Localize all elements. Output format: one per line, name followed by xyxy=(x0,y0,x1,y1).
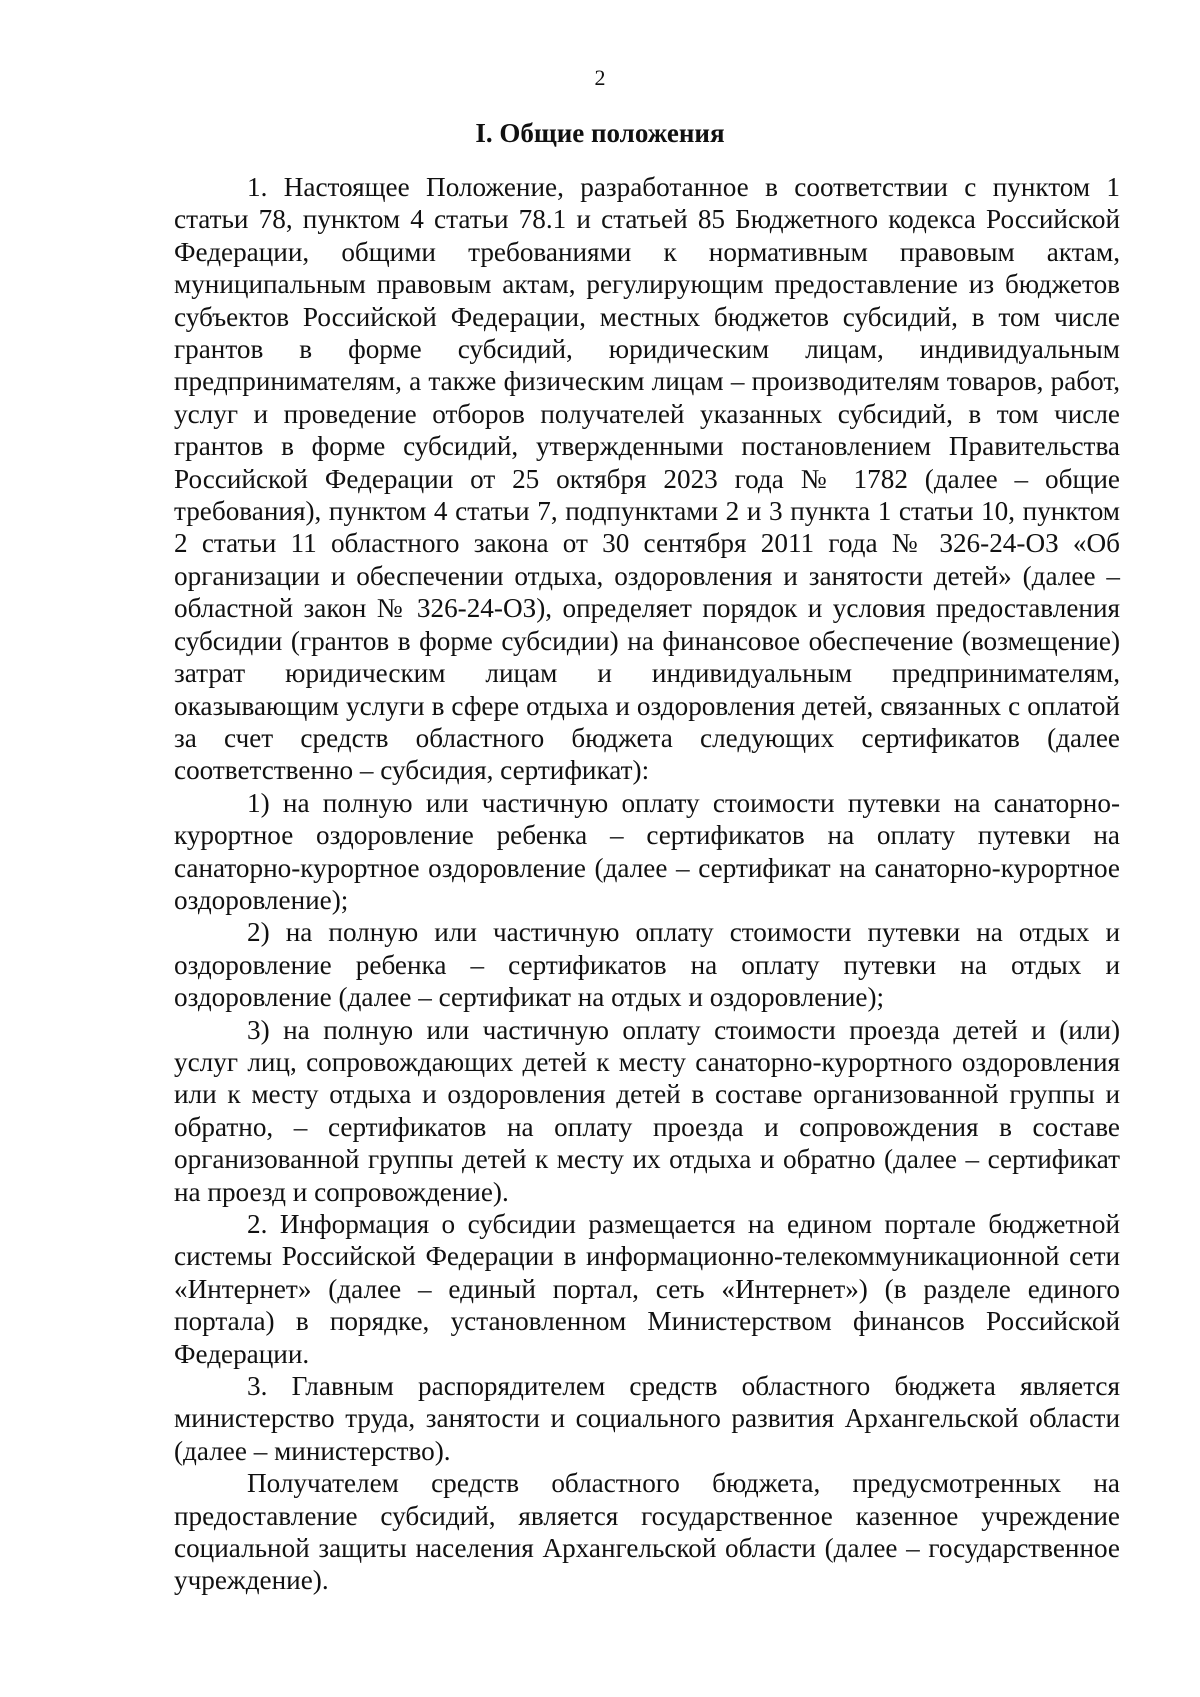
paragraph-1: 1. Настоящее Положение, разработанное в соответствии с пунктом 1 статьи 78, пунктом 4 статьи 78.1 и статьей 85 Бюджетного кодекса Российской Федерации, общими требованиями к нормативным правовым актам, муниципальным правовым актам, регулирующим предоставление из бюджетов субъектов Российской Федерации, местных бюджетов субсидий, в том числе грантов в форме субсидий, юридическим лицам, индивидуальным предпринимателям, а также физическим лицам – производителям товаров, работ, услуг и проведение отборов получателей указанных субсидий, в том числе грантов в форме субсидий, утвержденными постановлением Правительства Российской Федерации от 25 октября 2023 года № 1782 (далее – общие требования), пунктом 4 статьи 7, подпунктами 2 и 3 пункта 1 статьи 10, пунктом 2 статьи 11 областного закона от 30 сентября 2011 года № 326-24-ОЗ «Об организации и обеспечении отдыха, оздоровления и занятости детей» (далее – областной закон № 326-24-ОЗ), определяет порядок и условия предоставления субсидии (грантов в форме субсидии) на финансовое обеспечение (возмещение) затрат юридическим лицам и индивидуальным предпринимателям, оказывающим услуги в сфере отдыха и оздоровления детей, связанных с оплатой за счет средств областного бюджета следующих сертификатов (далее соответственно – субсидия, сертификат): xyxy=(174,172,1120,786)
paragraph-1-item-2: 2) на полную или частичную оплату стоимости путевки на отдых и оздоровление ребенка – сертификатов на оплату путевки на отдых и оздоровление (далее – сертификат на отдых и оздоровление); xyxy=(174,917,1120,1013)
section-title: I. Общие положения xyxy=(475,118,725,148)
paragraph-1-item-1: 1) на полную или частичную оплату стоимости путевки на санаторно-курортное оздоровление ребенка – сертификатов на оплату путевки на санаторно-курортное оздоровление (далее – сертификат на санаторно-курортное оздоровление); xyxy=(174,787,1120,915)
document-body xyxy=(174,171,1120,1597)
paragraph-1-item-3: 3) на полную или частичную оплату стоимости проезда детей и (или) услуг лиц, сопровождающих детей к месту санаторно-курортного оздоровления или к месту отдыха и оздоровления детей в составе организованной группы и обратно, – сертификатов на оплату проезда и сопровождения в составе организованной группы детей к месту их отдыха и обратно (далее – сертификат на проезд и сопровождение). xyxy=(174,1014,1120,1207)
paragraph-3: 3. Главным распорядителем средств областного бюджета является министерство труда, занятости и социального развития Архангельской области (далее – министерство). xyxy=(174,1371,1120,1466)
page-number: 2 xyxy=(594,65,606,90)
paragraph-2: 2. Информация о субсидии размещается на едином портале бюджетной системы Российской Федерации в информационно-телекоммуникационной сети «Интернет» (далее – единый портал, сеть «Интернет») (в разделе единого портала) в порядке, установленном Министерством финансов Российской Федерации. xyxy=(174,1209,1120,1369)
paragraph-3-continued: Получателем средств областного бюджета, предусмотренных на предоставление субсидий, является государственное казенное учреждение социальной защиты населения Архангельской области (далее – государственное учреждение). xyxy=(174,1468,1120,1596)
